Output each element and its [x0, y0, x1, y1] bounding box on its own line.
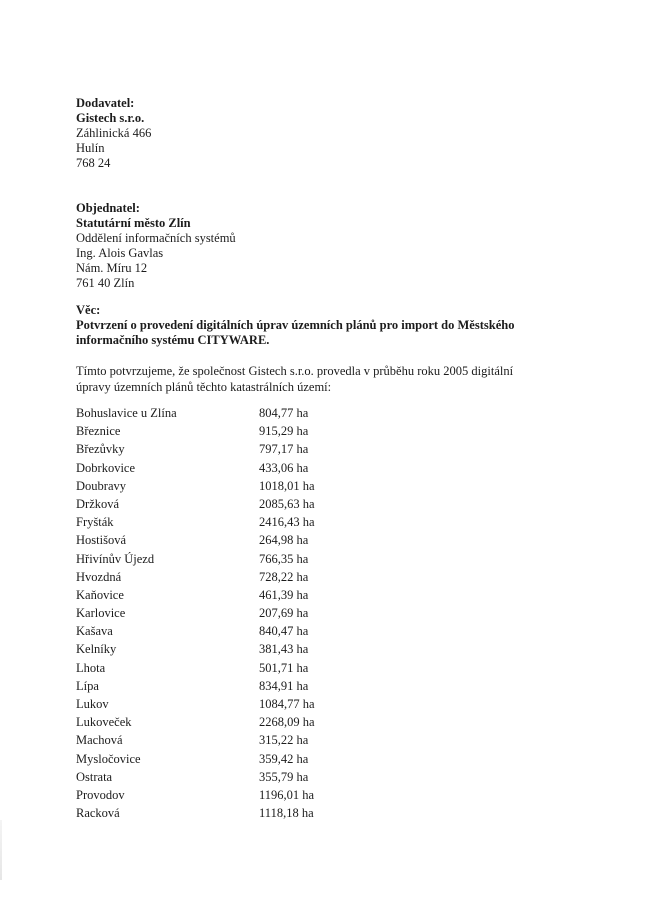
area-value: 315,22 ha [259, 733, 309, 748]
area-row [76, 533, 596, 551]
cadastral-area-list [76, 406, 596, 824]
area-row [76, 479, 596, 497]
area-value: 1018,01 ha [259, 478, 315, 493]
intro-line-1: Tímto potvrzujeme, že společnost Gistech s.r.o. provedla v průběhu roku 2005 digitální [76, 364, 514, 378]
area-row [76, 570, 596, 588]
area-name: Dobrkovice [76, 460, 136, 475]
customer-heading: Objednatel: [76, 201, 140, 215]
area-name: Doubravy [76, 478, 126, 493]
area-row [76, 552, 596, 570]
supplier-block [76, 96, 596, 171]
area-value: 804,77 ha [259, 406, 309, 420]
area-row [76, 733, 596, 751]
area-name: Machová [76, 733, 123, 748]
intro-line-2: úpravy územních plánů těchto katastrálních území: [76, 380, 332, 394]
area-row [76, 715, 596, 733]
customer-person: Ing. Alois Gavlas [76, 246, 164, 260]
supplier-heading: Dodavatel: [76, 96, 135, 110]
area-row [76, 697, 596, 715]
area-value: 207,69 ha [259, 606, 309, 621]
supplier-name: Gistech s.r.o. [76, 111, 145, 125]
area-name: Racková [76, 806, 120, 821]
area-name: Lhota [76, 660, 106, 675]
area-row [76, 788, 596, 806]
area-value: 840,47 ha [259, 624, 309, 639]
area-row [76, 661, 596, 679]
area-name: Kašava [76, 624, 113, 639]
area-name: Kelníky [76, 642, 117, 657]
area-row [76, 752, 596, 770]
customer-department: Oddělení informačních systémů [76, 231, 236, 245]
area-value: 797,17 ha [259, 442, 309, 457]
area-row [76, 406, 596, 424]
area-row [76, 679, 596, 697]
area-row [76, 806, 596, 824]
subject-block [76, 303, 596, 348]
area-row [76, 497, 596, 515]
area-value: 1196,01 ha [259, 787, 315, 802]
supplier-city: Hulín [76, 141, 105, 155]
area-value: 381,43 ha [259, 642, 309, 657]
area-name: Lípa [76, 678, 99, 693]
area-name: Mysločovice [76, 751, 141, 766]
subject-line-2: informačního systému CITYWARE. [76, 333, 270, 347]
area-name: Hřivínův Újezd [76, 551, 155, 566]
customer-block [76, 201, 596, 291]
area-row [76, 424, 596, 442]
area-name: Hostišová [76, 533, 126, 548]
area-name: Ostrata [76, 769, 113, 784]
area-value: 766,35 ha [259, 551, 309, 566]
subject-line-1: Potvrzení o provedení digitálních úprav územních plánů pro import do Městského [76, 318, 515, 332]
area-name: Březnice [76, 424, 121, 439]
intro-paragraph [76, 363, 596, 395]
area-row [76, 442, 596, 460]
area-name: Provodov [76, 787, 125, 802]
area-name: Březůvky [76, 442, 125, 457]
customer-zip-city: 761 40 Zlín [76, 276, 135, 290]
area-value: 355,79 ha [259, 769, 309, 784]
area-name: Kaňovice [76, 587, 124, 602]
customer-name: Statutární město Zlín [76, 216, 191, 230]
area-value: 834,91 ha [259, 678, 309, 693]
area-value: 1084,77 ha [259, 697, 315, 711]
area-name: Držková [76, 496, 120, 511]
area-value: 264,98 ha [259, 533, 309, 548]
scan-edge-mark [0, 820, 2, 880]
area-value: 728,22 ha [259, 569, 309, 584]
area-value: 915,29 ha [259, 424, 309, 439]
area-row [76, 606, 596, 624]
area-value: 2085,63 ha [259, 496, 315, 511]
area-name: Karlovice [76, 606, 126, 621]
area-row [76, 642, 596, 660]
area-value: 359,42 ha [259, 751, 309, 766]
area-value: 1118,18 ha [259, 806, 314, 821]
area-value: 461,39 ha [259, 587, 309, 602]
area-name: Lukoveček [76, 715, 132, 730]
area-row [76, 770, 596, 788]
area-name: Fryšták [76, 515, 114, 530]
supplier-street: Záhlinická 466 [76, 126, 152, 140]
supplier-zip: 768 24 [76, 156, 111, 170]
area-value: 433,06 ha [259, 460, 309, 475]
area-row [76, 461, 596, 479]
area-value: 2268,09 ha [259, 715, 315, 730]
area-row [76, 624, 596, 642]
area-name: Lukov [76, 697, 109, 711]
area-value: 2416,43 ha [259, 515, 315, 530]
area-value: 501,71 ha [259, 660, 309, 675]
subject-heading: Věc: [76, 303, 101, 317]
area-name: Bohuslavice u Zlína [76, 406, 177, 420]
area-row [76, 515, 596, 533]
customer-street: Nám. Míru 12 [76, 261, 148, 275]
area-name: Hvozdná [76, 569, 122, 584]
area-row [76, 588, 596, 606]
